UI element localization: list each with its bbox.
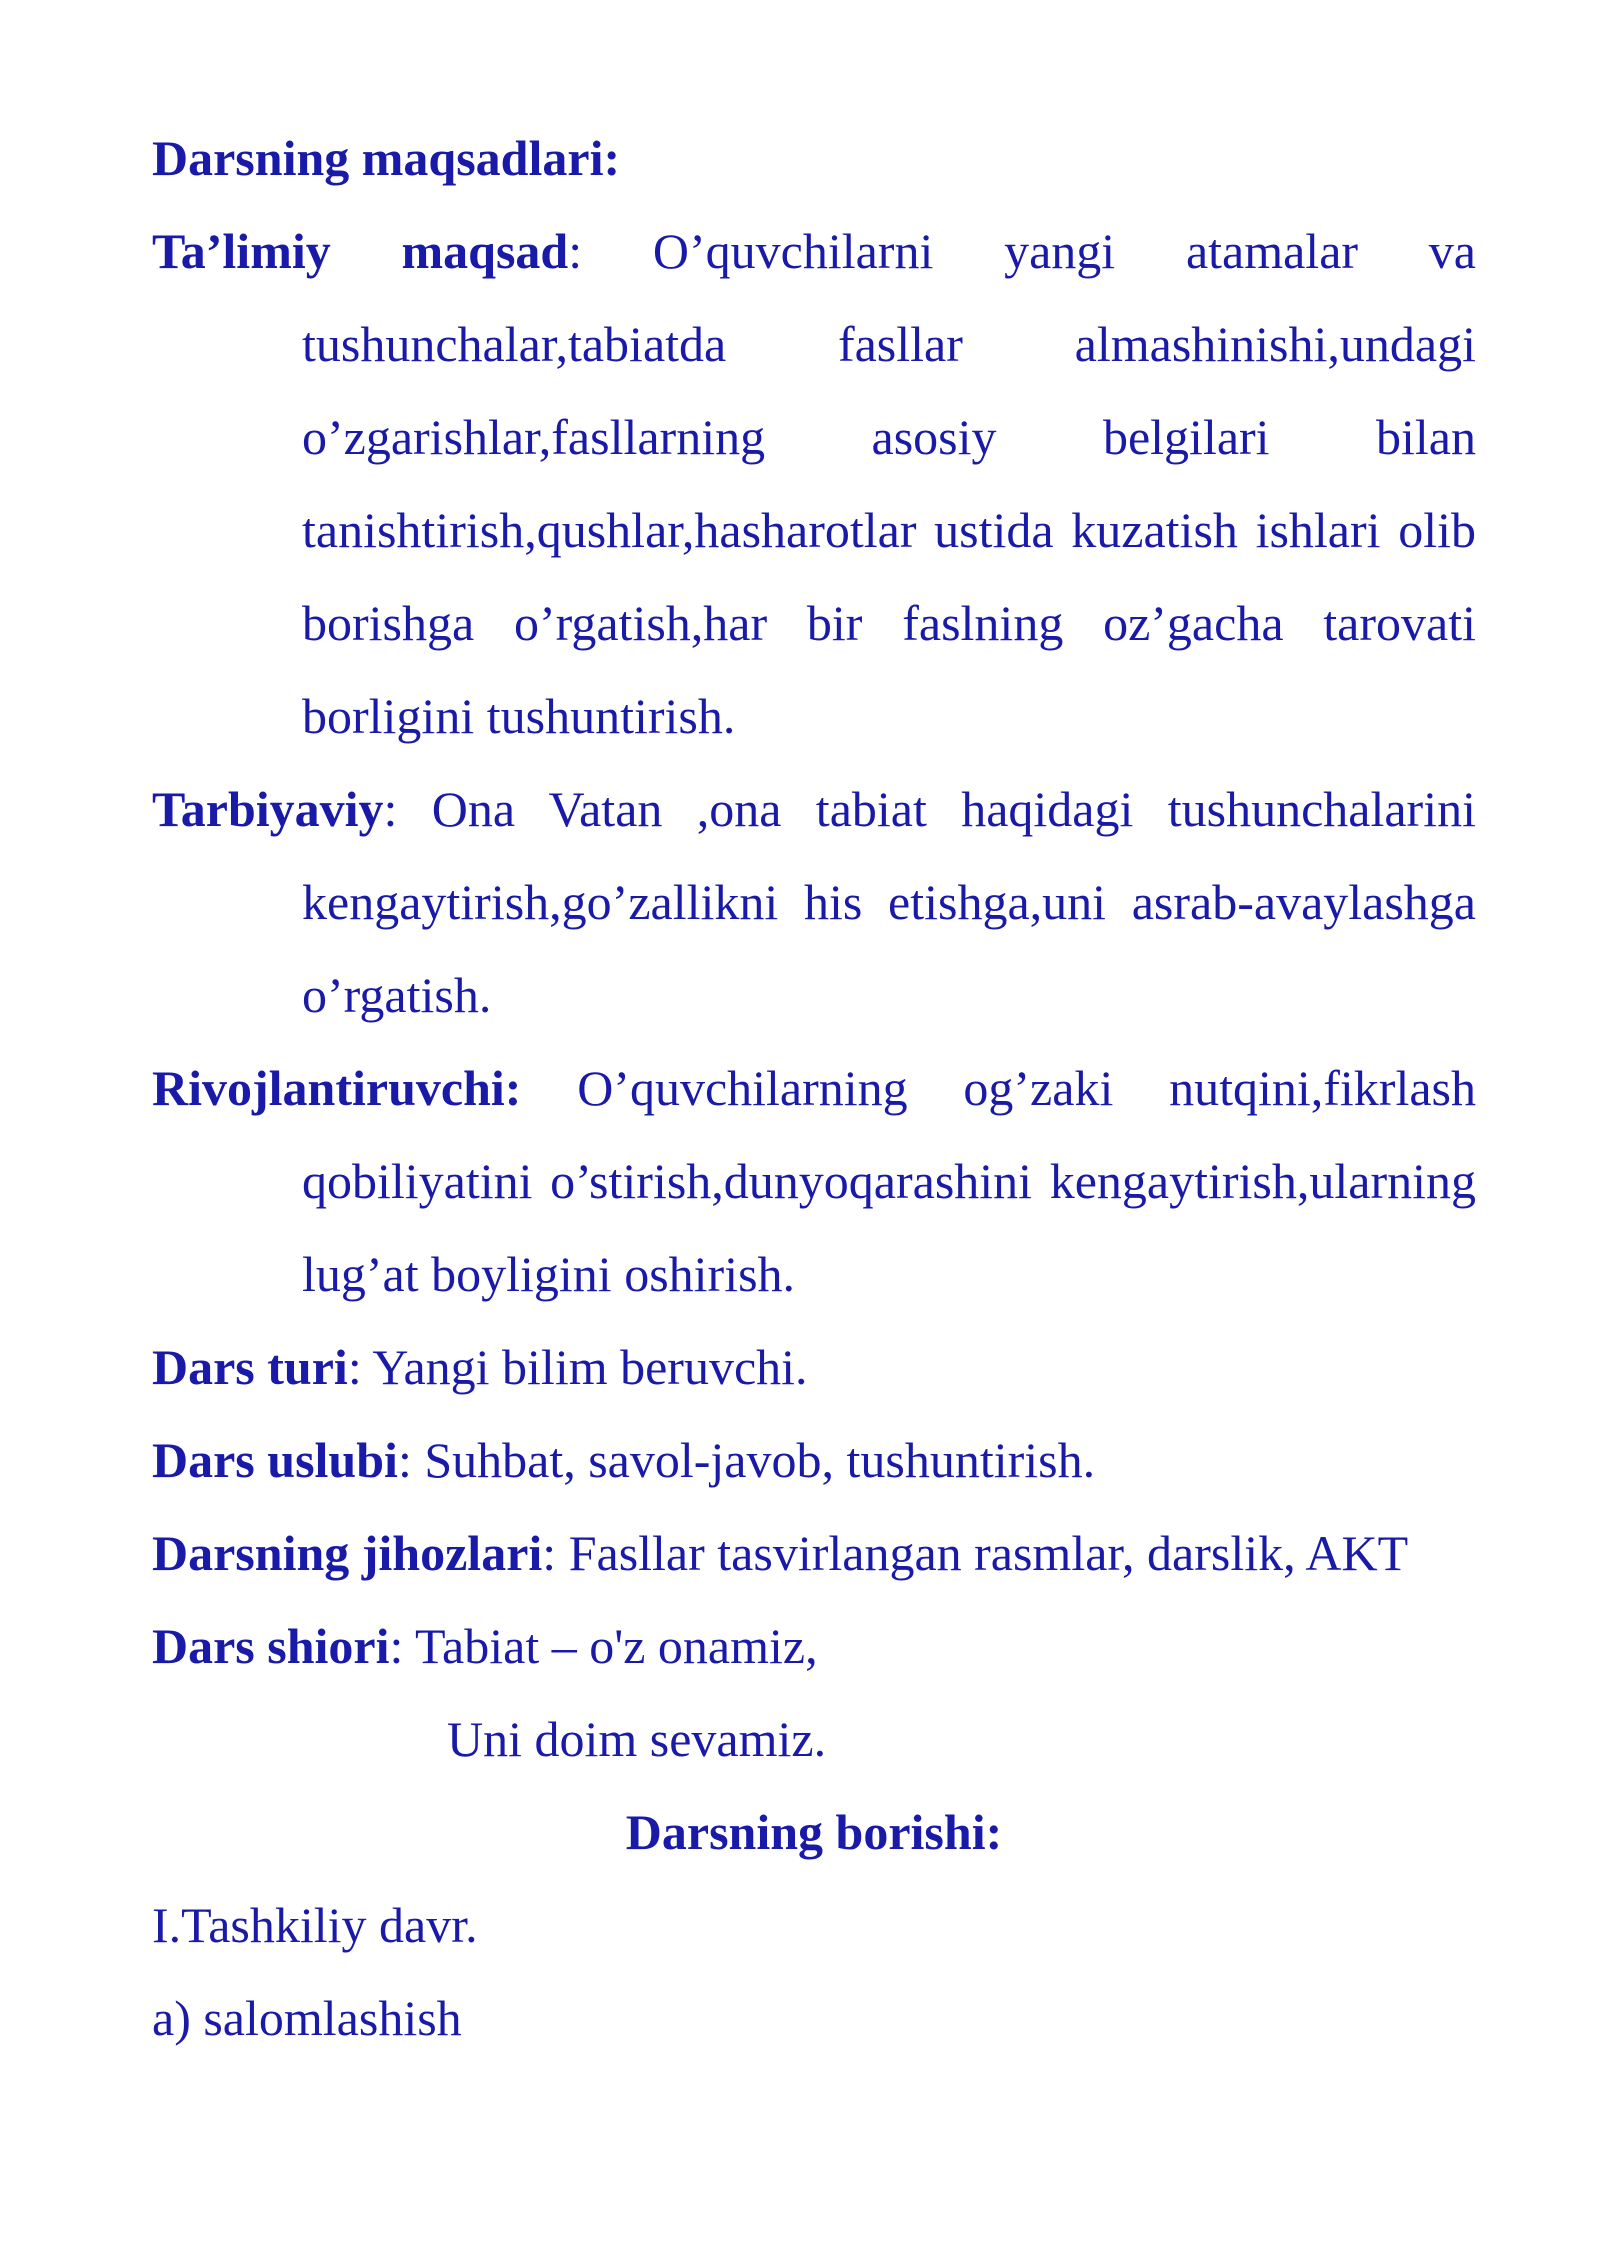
lesson-motto-line-2: Uni doim sevamiz. xyxy=(447,1711,827,1767)
lesson-method-text: : Suhbat, savol-javob, tushuntirish. xyxy=(397,1432,1096,1488)
lesson-method-line xyxy=(152,1414,1476,1507)
lesson-type-line xyxy=(152,1321,1476,1414)
lesson-motto-line xyxy=(152,1600,1476,1693)
greeting-step: a) salomlashish xyxy=(152,1990,462,2046)
lesson-type-text: : Yangi bilim beruvchi. xyxy=(347,1339,808,1395)
educational-goal-text: : O’quvchilarni yangi atamalar va tushunchalar,tabiatda fasllar almashinishi,undagi o’zgarishlar,fasllarning asosiy belgilari bilan tanishtirish,qushlar,hasharotlar ustida kuzatish ishlari olib borishga o’rgatish,har bir faslning oz’gacha tarovati borligini tushuntirish. xyxy=(302,223,1476,744)
lesson-equipment-text: : Fasllar tasvirlangan rasmlar, darslik, AKT xyxy=(542,1525,1409,1581)
lesson-method-label: Dars uslubi xyxy=(152,1432,398,1488)
developmental-goal-label: Rivojlantiruvchi: xyxy=(152,1060,522,1116)
organizational-stage: I.Tashkiliy davr. xyxy=(152,1897,478,1953)
lesson-progress-heading: Darsning borishi: xyxy=(625,1804,1003,1860)
upbringing-goal-text: : Ona Vatan ,ona tabiat haqidagi tushunchalarini kengaytirish,go’zallikni his etishga,uni asrab-avaylashga o’rgatish. xyxy=(302,781,1476,1023)
developmental-goal-paragraph xyxy=(152,1042,1476,1321)
upbringing-goal-label: Tarbiyaviy xyxy=(152,781,384,837)
document-page xyxy=(152,112,1476,2065)
lesson-goals-heading: Darsning maqsadlari: xyxy=(152,130,621,186)
lesson-equipment-paragraph xyxy=(152,1507,1476,1600)
lesson-type-label: Dars turi xyxy=(152,1339,348,1395)
educational-goal-paragraph xyxy=(152,205,1476,763)
developmental-goal-text: O’quvchilarning og’zaki nutqini,fikrlash qobiliyatini o’stirish,dunyoqarashini kengaytirish,ularning lug’at boyligini oshirish. xyxy=(302,1060,1476,1302)
educational-goal-label: Ta’limiy maqsad xyxy=(152,223,569,279)
lesson-equipment-label: Darsning jihozlari xyxy=(152,1525,543,1581)
upbringing-goal-paragraph xyxy=(152,763,1476,1042)
lesson-motto-label: Dars shiori xyxy=(152,1618,390,1674)
lesson-motto-text: : Tabiat – o'z onamiz, xyxy=(389,1618,818,1674)
